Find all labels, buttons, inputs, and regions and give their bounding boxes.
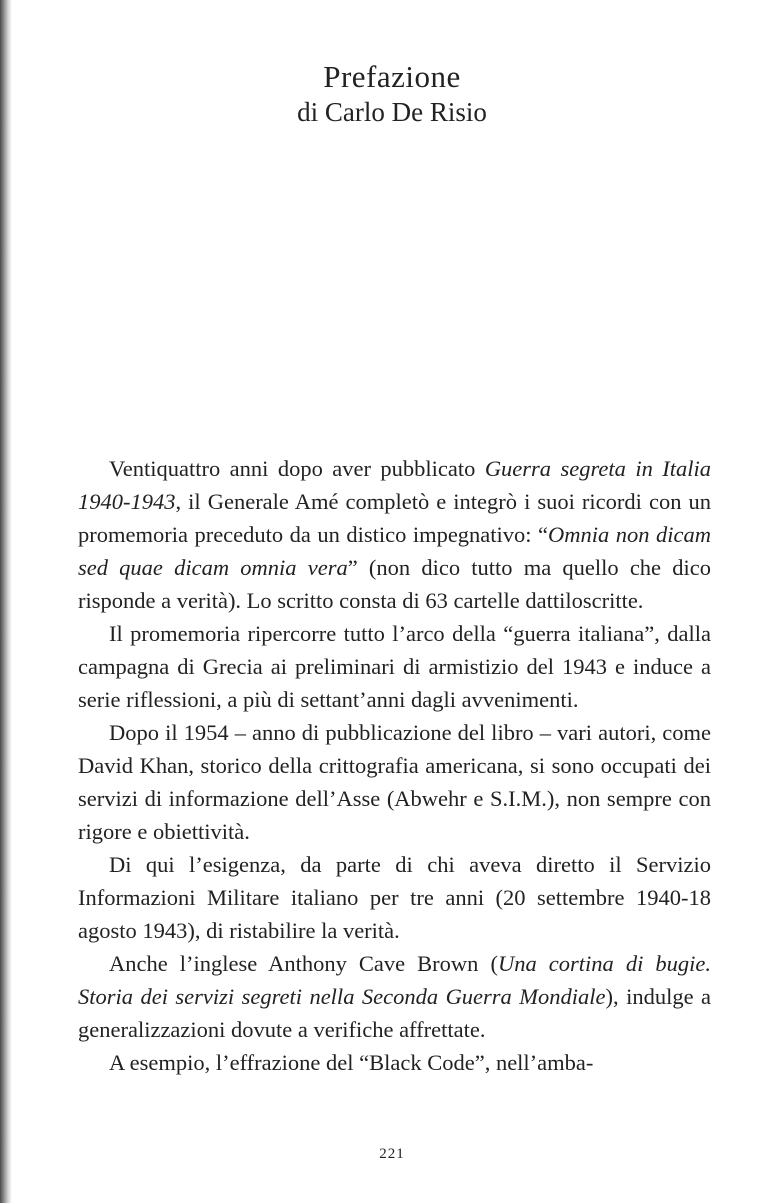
page-gutter-shadow bbox=[0, 0, 12, 1203]
book-title-italic: Guerra segreta in Italia 1940-1943 bbox=[78, 456, 711, 514]
paragraph-5: Anche l’inglese Anthony Cave Brown (Una cortina di bugie. Storia dei servizi segreti nella Seconda Guerra Mondiale), indulge a generalizzazioni dovute a verifiche affrettate. bbox=[78, 951, 711, 1042]
paragraph-4: Di qui l’esigenza, da parte di chi aveva diretto il Servizio Informazioni Militare italiano per tre anni (20 settembre 1940-18 agosto 1943), di ristabilire la verità. bbox=[78, 852, 711, 943]
paragraph-6: A esempio, l’effrazione del “Black Code”, nell’amba- bbox=[109, 1050, 594, 1075]
paragraph-2: Il promemoria ripercorre tutto l’arco della “guerra italiana”, dalla campagna di Grecia ai preliminari di armistizio del 1943 e induce a serie riflessioni, a più di settant’anni dagli avvenimenti. bbox=[78, 621, 711, 712]
cited-book-italic: Una cortina di bugie. Storia dei servizi segreti nella Seconda Guerra Mondiale bbox=[78, 951, 711, 1009]
latin-motto-italic: Omnia non dicam sed quae dicam omnia vera bbox=[78, 522, 711, 580]
paragraph-3: Dopo il 1954 – anno di pubblicazione del libro – vari autori, come David Khan, storico della crittografia americana, si sono occupati dei servizi di informazione dell’Asse (Abwehr e S.I.M.), non sempre con rigore e obiettività. bbox=[78, 720, 711, 844]
paragraph-1: Ventiquattro anni dopo aver pubblicato Guerra segreta in Italia 1940-1943, il Generale Amé completò e integrò i suoi ricordi con un promemoria preceduto da un distico impegnativo: “Omnia non dicam sed quae dicam omnia vera” (non dico tutto ma quello che dico risponde a verità). Lo scritto consta di 63 cartelle dattiloscritte. bbox=[78, 456, 711, 613]
page-number: 221 bbox=[379, 1146, 405, 1162]
chapter-title: Prefazione bbox=[323, 59, 461, 94]
body-text bbox=[78, 452, 711, 1079]
chapter-author: di Carlo De Risio bbox=[297, 97, 487, 127]
